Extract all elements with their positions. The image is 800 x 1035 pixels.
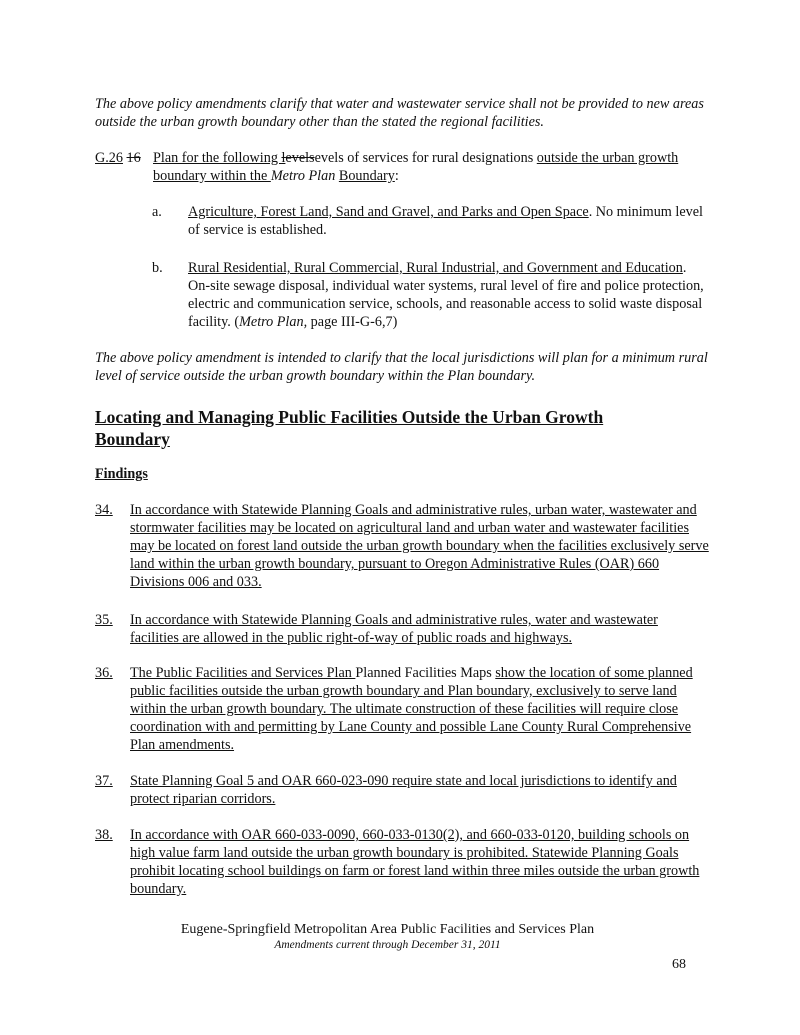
- page-number: 68: [672, 957, 686, 972]
- policy-g26: [95, 149, 710, 185]
- section-heading: Locating and Managing Public Facilities Outside the Urban Growth Boundary: [95, 407, 604, 449]
- policy-number-new: G.26: [95, 150, 123, 166]
- policy-item-b: b. Rural Residential, Rural Commercial, Rural Industrial, and Government and Education. On-site sewage disposal, individual water systems, rural level of fire and police protection, electric and communication service, schools, and reasonable access to solid waste disposal facility. (Metro Plan, page III-G-6,7): [152, 260, 704, 330]
- amendment-note: The above policy amendment is intended to clarify that the local jurisdictions will plan for a minimum rural level of service outside the urban growth boundary within the Plan boundary.: [95, 350, 708, 384]
- intro-note: The above policy amendments clarify that water and wastewater service shall not be provided to new areas outside the urban growth boundary other than the stated the regional facilities.: [95, 96, 704, 130]
- finding-35: 35. In accordance with Statewide Planning Goals and administrative rules, water and wastewater facilities are allowed in the public right-of-way of public roads and highways.: [95, 612, 658, 646]
- footer-subtitle: Amendments current through December 31, 2011: [274, 939, 501, 951]
- footer-title: Eugene-Springfield Metropolitan Area Public Facilities and Services Plan: [180, 922, 595, 937]
- finding-38: 38. In accordance with OAR 660-033-0090, 660-033-0130(2), and 660-033-0120, building schools on high value farm land outside the urban growth boundary is prohibited. Statewide Planning Goals prohibit locating school buildings on farm or forest land within three miles outside the urban growth boundary.: [95, 827, 700, 897]
- finding-34: 34. In accordance with Statewide Planning Goals and administrative rules, urban water, wastewater and stormwater facilities may be located on agricultural land and urban water and wastewater facilities may be located on forest land outside the urban growth boundary when the facilities exclusively serve land within the urban growth boundary, pursuant to Oregon Administrative Rules (OAR) 660 Divisions 006 and 033.: [95, 502, 709, 590]
- policy-item-a: a. Agriculture, Forest Land, Sand and Gravel, and Parks and Open Space. No minimum level of service is established.: [152, 204, 703, 238]
- finding-36: 36. The Public Facilities and Services Plan Planned Facilities Maps show the location of some planned public facilities outside the urban growth boundary and Plan boundary, exclusively to serve land within the urban growth boundary. The ultimate construction of these facilities will require close coordination with and permitting by Lane County and possible Lane County Rural Comprehensive Plan amendments.: [95, 665, 693, 753]
- policy-number-old: 16: [126, 150, 141, 166]
- policy-text: Plan for the following levelsevels of services for rural designations outside the urban growth boundary within the Metro Plan Boundary:: [153, 150, 679, 184]
- finding-37: 37. State Planning Goal 5 and OAR 660-023-090 require state and local jurisdictions to identify and protect riparian corridors.: [95, 773, 677, 807]
- findings-label: Findings: [95, 466, 148, 482]
